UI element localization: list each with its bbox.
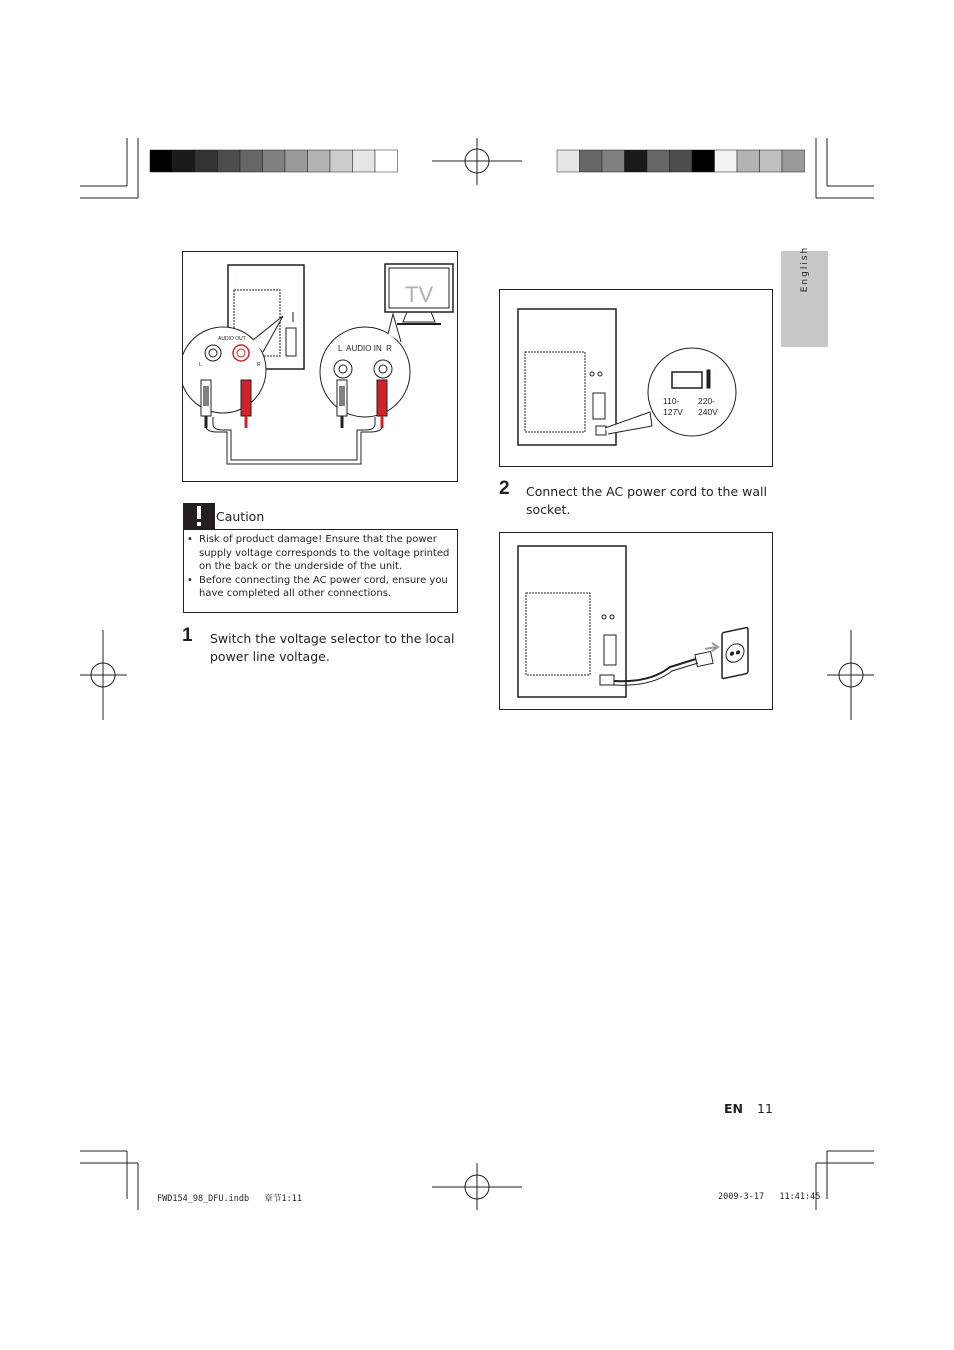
voltage-selector-diagram <box>500 290 772 466</box>
grayscale-swatch <box>150 150 173 172</box>
caution-list <box>184 533 457 601</box>
grayscale-swatch <box>692 150 715 172</box>
caution-title: Caution <box>216 509 265 524</box>
grayscale-swatch <box>240 150 263 172</box>
footer-timestamp: 2009-3-17 11:41:45 <box>718 1192 821 1202</box>
grayscale-swatch <box>625 150 648 172</box>
footer-file-info: FWD154_98_DFU.indb 章节1:11 <box>157 1194 302 1204</box>
grayscale-swatch <box>195 150 218 172</box>
voltage-low-label: 110- 127V <box>663 396 683 417</box>
audio-out-right-label: R <box>257 362 261 368</box>
grayscale-swatch <box>715 150 738 172</box>
grayscale-swatch <box>737 150 760 172</box>
audio-out-left-label: L <box>199 362 202 368</box>
grayscale-swatch <box>263 150 286 172</box>
page-language: EN <box>724 1101 744 1116</box>
caution-item: • Risk of product damage! Ensure that the power supply voltage corresponds to the voltage printed on the back or the underside of the unit. <box>184 533 457 574</box>
step-1-number: 1 <box>182 625 193 646</box>
step-2-number: 2 <box>499 478 510 499</box>
page-number: 11 <box>757 1101 773 1116</box>
wall-socket-diagram <box>500 533 772 709</box>
grayscale-swatch <box>782 150 805 172</box>
figure-wall-socket <box>499 532 773 710</box>
caution-box <box>183 529 458 613</box>
grayscale-swatch <box>218 150 241 172</box>
language-tab <box>781 245 828 347</box>
audio-out-label: AUDIO OUT <box>218 336 246 342</box>
step-1-text: Switch the voltage selector to the local power line voltage. <box>210 631 455 664</box>
grayscale-swatch <box>353 150 376 172</box>
figure-voltage-selector <box>499 289 773 467</box>
figure-audio-connection <box>182 251 458 482</box>
grayscale-swatch <box>375 150 398 172</box>
voltage-high-label: 220- 240V <box>698 396 718 417</box>
grayscale-bar-left <box>150 150 398 172</box>
language-tab-label: English <box>800 245 810 293</box>
grayscale-swatch <box>647 150 670 172</box>
tv-label: TV <box>405 282 434 307</box>
grayscale-swatch <box>580 150 603 172</box>
step-2-text: Connect the AC power cord to the wall socket. <box>526 484 767 517</box>
grayscale-bar-right <box>557 150 805 172</box>
grayscale-swatch <box>557 150 580 172</box>
grayscale-swatch <box>308 150 331 172</box>
grayscale-swatch <box>330 150 353 172</box>
grayscale-swatch <box>602 150 625 172</box>
grayscale-swatch <box>760 150 783 172</box>
grayscale-swatch <box>670 150 693 172</box>
audio-in-label: L AUDIO IN R <box>338 344 392 353</box>
exclamation-icon <box>183 503 215 529</box>
grayscale-swatch <box>285 150 308 172</box>
caution-item: • Before connecting the AC power cord, ensure you have completed all other connections. <box>184 574 457 601</box>
grayscale-swatch <box>173 150 196 172</box>
